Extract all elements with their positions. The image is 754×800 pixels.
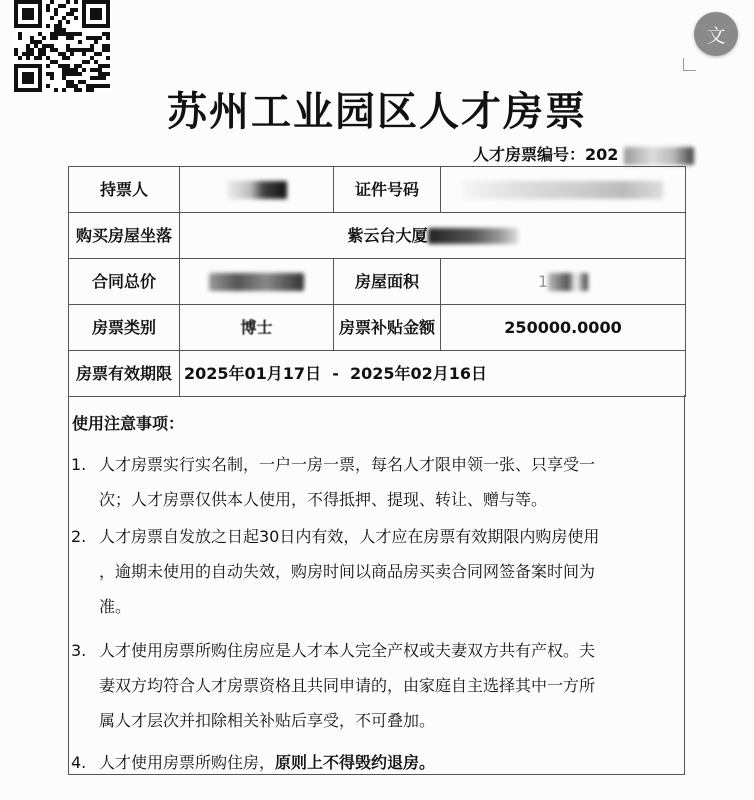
usage-notes: 使用注意事项： 1. 人才房票实行实名制，一户一房一票，每名人才限申领一张、只享受一 次；人才房票仅供本人使用，不得抵押、提现、转让、赠与等。 2. 人才房票自发放之日起30日内有效，人才应在房票有效期限内购房使用 ，逾期未使用的自动失效，购房时间以商品房买卖合同网签备案时间为 准。 3. 人才使用房票所购住房应是人才本人完全产权或夫妻双方共有产权。夫 妻双方均符合人才房票资格且共同申请的，由家庭自主选择其中一方所 属人才层次并扣除相关补贴后享受，不可叠加。 4. 人才使用房票所购住房，原则上不得毁约退房。 bbox=[68, 395, 685, 775]
ticket-type-label: 房票类别 bbox=[69, 305, 180, 351]
redacted-holder bbox=[227, 181, 287, 199]
redacted-area bbox=[548, 273, 588, 291]
holder-value bbox=[180, 167, 334, 213]
ticket-info-table bbox=[68, 166, 686, 397]
ticket-number bbox=[473, 142, 694, 165]
corner-mark bbox=[683, 58, 696, 71]
location-value: 紫云台大厦 bbox=[180, 213, 686, 259]
location-label: 购买房屋坐落 bbox=[69, 213, 180, 259]
subsidy-label: 房票补贴金额 bbox=[334, 305, 441, 351]
redacted-id bbox=[463, 181, 663, 199]
redacted-address bbox=[428, 228, 518, 244]
contract-price-label: 合同总价 bbox=[69, 259, 180, 305]
ticket-number-value: 202 bbox=[585, 145, 619, 164]
holder-label: 持票人 bbox=[69, 167, 180, 213]
id-value bbox=[441, 167, 686, 213]
notes-title: 使用注意事项： bbox=[72, 414, 185, 433]
document-title: 苏州工业园区人才房票 bbox=[167, 89, 587, 135]
validity-label: 房票有效期限 bbox=[69, 351, 180, 397]
validity-value: 2025年01月17日 - 2025年02月16日 bbox=[180, 351, 686, 397]
contract-price-value bbox=[180, 259, 334, 305]
ticket-type-value: 博士 bbox=[180, 305, 334, 351]
qr-code bbox=[14, 0, 112, 92]
ticket-number-label: 人才房票编号： bbox=[473, 145, 586, 164]
redacted-price bbox=[209, 273, 304, 291]
area-value: 1 bbox=[441, 259, 686, 305]
translate-button[interactable] bbox=[694, 12, 738, 56]
subsidy-value: 250000.0000 bbox=[441, 305, 686, 351]
translate-icon: 文 bbox=[706, 24, 726, 47]
area-label: 房屋面积 bbox=[334, 259, 441, 305]
redacted-ticket-number bbox=[624, 147, 694, 165]
id-label: 证件号码 bbox=[334, 167, 441, 213]
